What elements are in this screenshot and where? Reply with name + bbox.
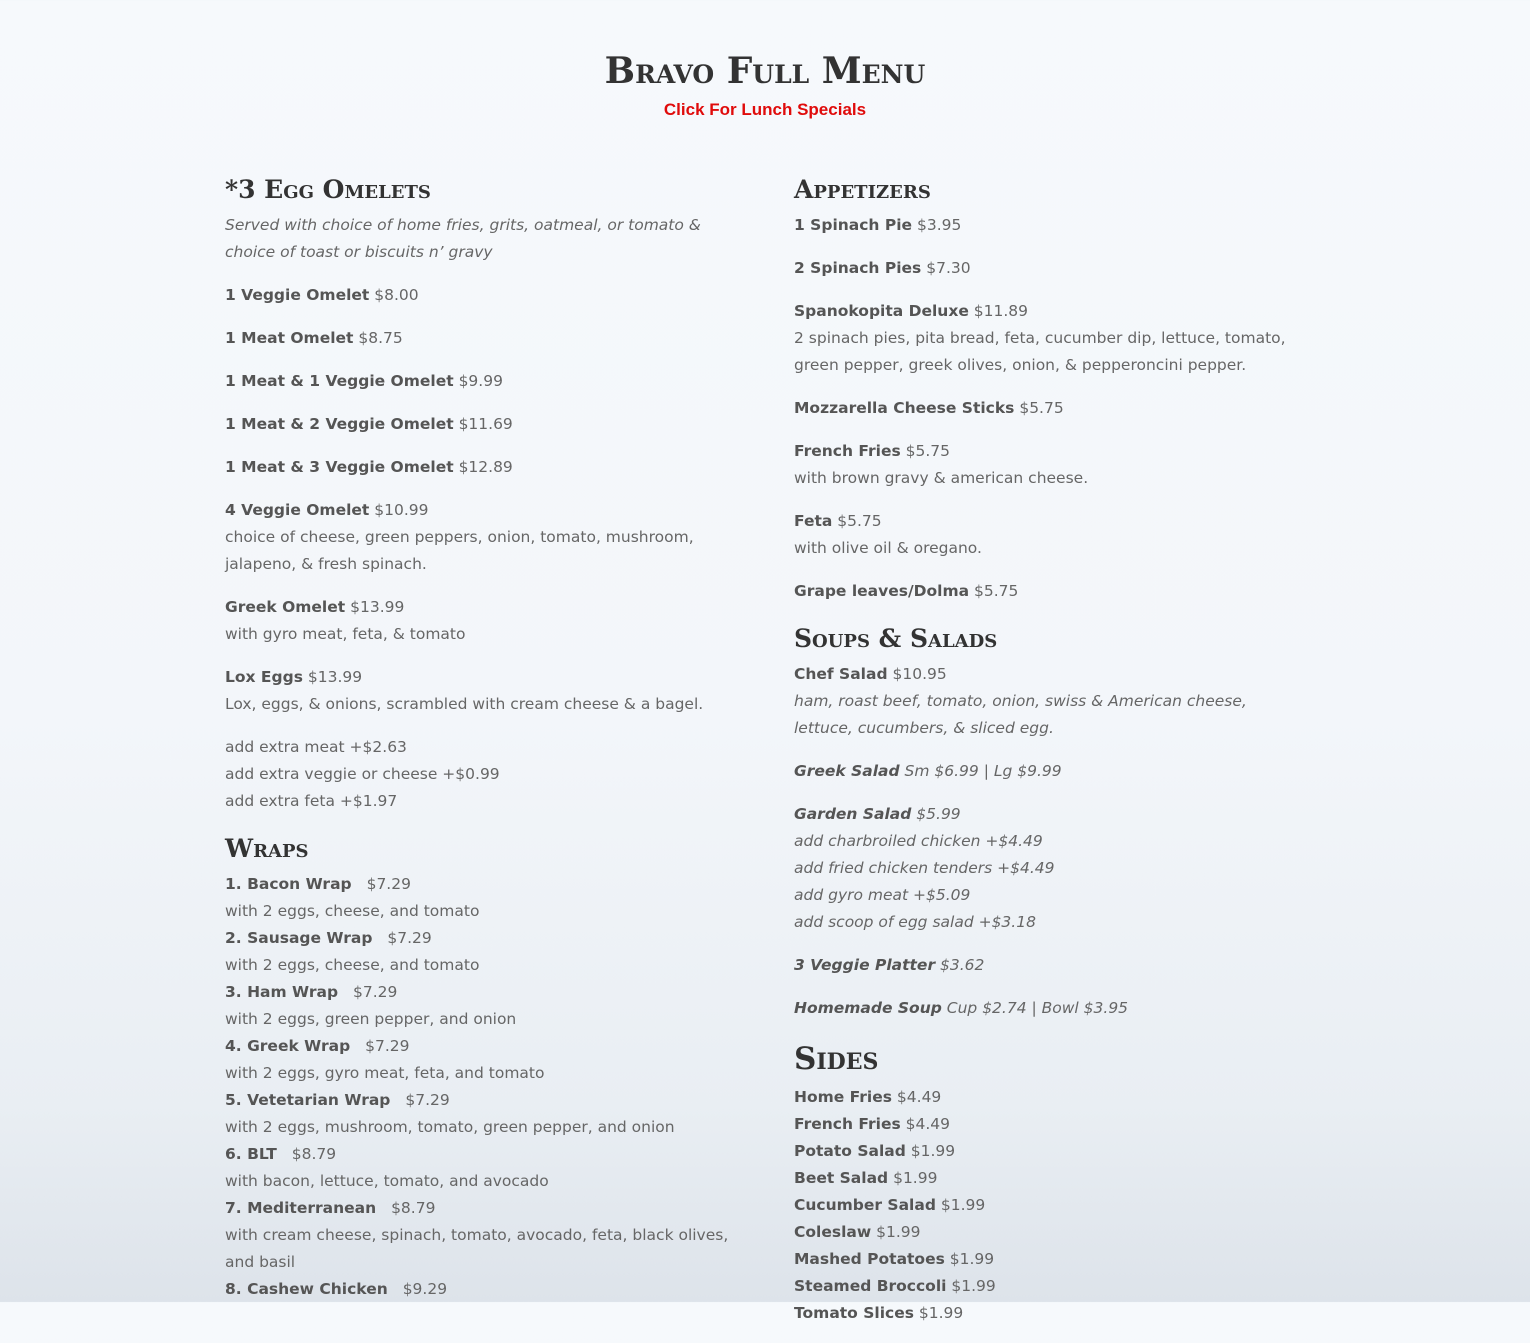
item-description: 2 spinach pies, pita bread, feta, cucumber dip, lettuce, tomato, green pepper, greek olives, onion, & pepperoncini pepper.: [794, 329, 1286, 374]
menu-item: [225, 282, 740, 309]
item-description: with 2 eggs, green pepper, and onion: [225, 1010, 517, 1028]
item-price: $13.99: [350, 598, 405, 616]
item-price: $1.99: [940, 1196, 986, 1214]
item-description: add extra feta +$1.97: [225, 792, 398, 810]
item-price: $5.75: [1019, 399, 1064, 417]
item-price: Sm $6.99 | Lg $9.99: [904, 762, 1062, 780]
item-price: $7.29: [405, 1091, 450, 1109]
section-intro: Served with choice of home fries, grits, oatmeal, or tomato & choice of toast or biscuits n’ gravy: [225, 216, 701, 261]
menu-item: [225, 1087, 740, 1141]
menu-item: [794, 758, 1309, 785]
item-name: Feta: [794, 512, 833, 530]
item-name: 4 Veggie Omelet: [225, 501, 370, 519]
item-description: with bacon, lettuce, tomato, and avocado: [225, 1172, 549, 1190]
menu-item: [794, 1300, 1309, 1327]
item-description: choice of cheese, green peppers, onion, tomato, mushroom, jalapeno, & fresh spinach.: [225, 528, 694, 573]
item-description: add charbroiled chicken +$4.49: [794, 832, 1043, 850]
item-price: $5.99: [916, 805, 961, 823]
section-heading: Wraps: [225, 834, 309, 863]
item-name: 4. Greek Wrap: [225, 1037, 351, 1055]
item-price: $13.99: [307, 668, 363, 686]
item-name: Potato Salad: [794, 1142, 906, 1160]
menu-item: [794, 1192, 1309, 1219]
item-name: 8. Cashew Chicken: [225, 1280, 388, 1298]
item-name: Garden Salad: [794, 805, 912, 823]
item-price: $8.00: [374, 286, 419, 304]
item-name: 5. Vetetarian Wrap: [225, 1091, 391, 1109]
item-price: $5.75: [974, 582, 1019, 600]
item-price: $11.69: [458, 415, 513, 433]
item-name: Spanokopita Deluxe: [794, 302, 969, 320]
section-heading: Soups & Salads: [794, 624, 998, 653]
menu-item: [794, 578, 1309, 605]
item-name: Greek Salad: [794, 762, 900, 780]
item-description: add gyro meat +$5.09: [794, 886, 971, 904]
item-name: 1 Meat & 1 Veggie Omelet: [225, 372, 454, 390]
menu-item: [225, 497, 740, 578]
menu-item: [225, 925, 740, 979]
item-name: French Fries: [794, 442, 901, 460]
section-heading: Appetizers: [794, 175, 931, 204]
item-price: $8.75: [358, 329, 403, 347]
item-price: $5.75: [837, 512, 882, 530]
menu-item: [794, 212, 1309, 239]
item-price: $1.99: [876, 1223, 921, 1241]
item-price: $1.99: [918, 1304, 964, 1322]
menu-item: [225, 871, 740, 925]
item-description: add scoop of egg salad +$3.18: [794, 913, 1036, 931]
menu-item: [225, 664, 740, 718]
item-price: $3.95: [917, 216, 962, 234]
item-description: Lox, eggs, & onions, scrambled with cream cheese & a bagel.: [225, 695, 704, 713]
item-name: Steamed Broccoli: [794, 1277, 947, 1295]
item-price: $4.49: [905, 1115, 951, 1133]
menu-item: [794, 952, 1309, 979]
item-name: Chef Salad: [794, 665, 888, 683]
item-name: Grape leaves/Dolma: [794, 582, 970, 600]
menu-item: [794, 298, 1309, 379]
item-name: 1 Veggie Omelet: [225, 286, 370, 304]
item-price: $10.95: [892, 665, 947, 683]
item-price: $1.99: [893, 1169, 938, 1187]
item-name: Mozzarella Cheese Sticks: [794, 399, 1015, 417]
item-name: Homemade Soup: [794, 999, 942, 1017]
item-name: Greek Omelet: [225, 598, 346, 616]
item-description: with 2 eggs, mushroom, tomato, green pepper, and onion: [225, 1118, 675, 1136]
item-price: $9.99: [458, 372, 503, 390]
item-price: $1.99: [949, 1250, 995, 1268]
item-name: 1. Bacon Wrap: [225, 875, 352, 893]
menu-item: [794, 661, 1309, 742]
section-heading: *3 Egg Omelets: [225, 175, 431, 204]
menu-item: [794, 395, 1309, 422]
menu-item: [225, 1276, 740, 1303]
menu-item: [794, 1084, 1309, 1111]
item-price: $1.99: [910, 1142, 956, 1160]
menu-item: [225, 734, 740, 815]
menu-item: [225, 368, 740, 395]
right-menu-column: [794, 172, 1309, 1343]
item-description: with 2 eggs, cheese, and tomato: [225, 902, 480, 920]
item-name: Beet Salad: [794, 1169, 889, 1187]
left-menu-column: [225, 172, 740, 1319]
lunch-specials-container: [0, 100, 1530, 120]
item-price: $10.99: [374, 501, 429, 519]
menu-item: [794, 1219, 1309, 1246]
menu-item: [794, 1246, 1309, 1273]
item-name: Cucumber Salad: [794, 1196, 936, 1214]
item-name: Home Fries: [794, 1088, 892, 1106]
item-name: 1 Meat & 2 Veggie Omelet: [225, 415, 454, 433]
menu-item: [794, 1111, 1309, 1138]
item-price: $5.75: [905, 442, 951, 460]
item-price: $1.99: [951, 1277, 996, 1295]
item-description: with brown gravy & american cheese.: [794, 469, 1089, 487]
item-price: $7.29: [365, 1037, 410, 1055]
menu-item: [225, 1195, 740, 1276]
item-price: $7.29: [353, 983, 398, 1001]
item-name: 3 Veggie Platter: [794, 956, 936, 974]
item-name: 7. Mediterranean: [225, 1199, 377, 1217]
item-name: 2 Spinach Pies: [794, 259, 922, 277]
item-price: $9.29: [402, 1280, 448, 1298]
item-price: $11.89: [973, 302, 1029, 320]
page-title: Bravo Full Menu: [604, 50, 926, 92]
item-price: $7.29: [387, 929, 432, 947]
section-heading: Sides: [794, 1041, 879, 1077]
item-description: add extra meat +$2.63: [225, 738, 407, 756]
item-name: 1 Meat Omelet: [225, 329, 354, 347]
item-name: Lox Eggs: [225, 668, 303, 686]
item-description: with 2 eggs, gyro meat, feta, and tomato: [225, 1064, 545, 1082]
item-price: $7.29: [366, 875, 411, 893]
menu-item: [225, 979, 740, 1033]
menu-item: [794, 255, 1309, 282]
item-name: French Fries: [794, 1115, 901, 1133]
item-description: with gyro meat, feta, & tomato: [225, 625, 466, 643]
item-price: $7.30: [926, 259, 971, 277]
item-description: ham, roast beef, tomato, onion, swiss & American cheese, lettuce, cucumbers, & sliced egg.: [794, 692, 1247, 737]
menu-item: [225, 1033, 740, 1087]
menu-item: [794, 1273, 1309, 1300]
item-price: Cup $2.74 | Bowl $3.95: [946, 999, 1129, 1017]
item-description: add extra veggie or cheese +$0.99: [225, 765, 500, 783]
menu-item: [225, 325, 740, 352]
item-name: 2. Sausage Wrap: [225, 929, 373, 947]
item-name: 1 Meat & 3 Veggie Omelet: [225, 458, 454, 476]
item-name: Tomato Slices: [794, 1304, 914, 1322]
menu-item: [794, 1165, 1309, 1192]
item-price: $8.79: [291, 1145, 337, 1163]
lunch-specials-link[interactable]: Click For Lunch Specials: [663, 100, 867, 119]
item-name: Mashed Potatoes: [794, 1250, 945, 1268]
item-description: with 2 eggs, cheese, and tomato: [225, 956, 480, 974]
menu-item: [794, 995, 1309, 1022]
menu-item: [225, 594, 740, 648]
menu-item: [225, 454, 740, 481]
item-price: $4.49: [896, 1088, 942, 1106]
item-price: $12.89: [458, 458, 513, 476]
menu-item: [225, 411, 740, 438]
item-name: 6. BLT: [225, 1145, 277, 1163]
item-price: $3.62: [940, 956, 985, 974]
menu-item: [225, 1141, 740, 1195]
menu-item: [794, 801, 1309, 936]
item-name: Coleslaw: [794, 1223, 872, 1241]
menu-item: [794, 508, 1309, 562]
menu-item: [794, 438, 1309, 492]
menu-item: [794, 1138, 1309, 1165]
item-description: add fried chicken tenders +$4.49: [794, 859, 1055, 877]
item-name: 1 Spinach Pie: [794, 216, 913, 234]
item-name: 3. Ham Wrap: [225, 983, 339, 1001]
item-description: with olive oil & oregano.: [794, 539, 982, 557]
item-price: $8.79: [391, 1199, 436, 1217]
item-description: with cream cheese, spinach, tomato, avocado, feta, black olives, and basil: [225, 1226, 729, 1271]
